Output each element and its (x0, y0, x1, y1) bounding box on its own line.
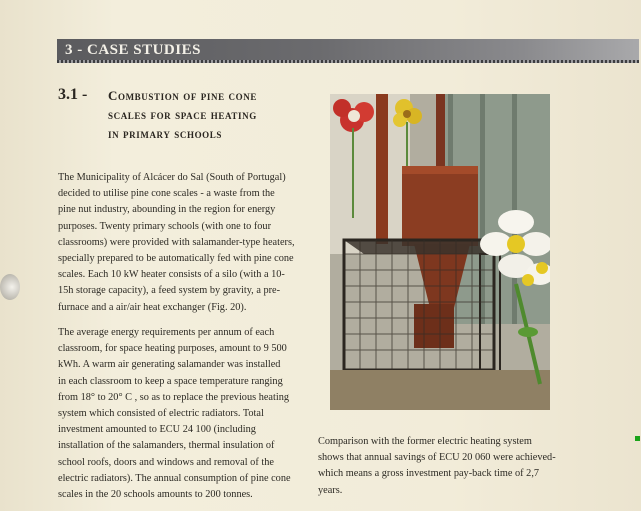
text-line: scales in the 20 schools amounts to 200 tonnes. (58, 489, 253, 501)
text-line: scales. Each 10 kW heater consists of a silo (with a 10- (58, 269, 285, 281)
section-title-line: scales for space heating (108, 107, 257, 122)
section-number: 3.1 - (58, 86, 88, 103)
section-title (108, 86, 308, 143)
text-line: decided to utilise pine cone scales - a waste from the (58, 188, 275, 200)
text-line: investment amounted to ECU 24 100 (including (58, 424, 256, 436)
heater-photo (330, 94, 550, 410)
text-line: The Municipality of Alcácer do Sal (South of Portugal) (58, 172, 286, 183)
text-line: classroom, for space heating purposes, amount to 9 500 (58, 343, 287, 355)
text-line: years. (318, 484, 343, 496)
section-title-line: Combustion of pine cone (108, 88, 257, 103)
text-line: shows that annual savings of ECU 20 060 were achieved- (318, 452, 556, 464)
text-line: which means a gross investment pay-back time of 2,7 (318, 468, 540, 480)
text-line: installation of the salamanders, thermal insulation of (58, 440, 275, 452)
text-line: purposes. Twenty primary schools (with one to four (58, 220, 272, 232)
text-line: kWh. A warm air generating salamander was installed (58, 359, 281, 371)
text-line: classrooms) were provided with salamander-type heaters, (58, 236, 295, 248)
text-line: system which consisted of electric radiators. Total (58, 408, 264, 420)
text-line: pine nut industry, abounding in the region for energy (58, 204, 276, 216)
text-line: school roofs, doors and windows and removal of the (58, 456, 274, 468)
text-line: in each classroom to keep a space temperature ranging (58, 375, 283, 387)
text-line: specially prepared to be automatically fed with pine cone (58, 253, 294, 265)
chapter-title: 3 - CASE STUDIES (65, 42, 201, 58)
text-line: from 18° to 20° C , so as to replace the previous heating (58, 391, 289, 403)
binding-hole (0, 274, 20, 300)
section-header-bar (57, 39, 639, 63)
text-line: furnace and a air/air heat exchanger (Fig. 20). (58, 301, 247, 313)
text-line: electric radiators). The annual consumption of pine cone (58, 472, 291, 484)
text-line: Comparison with the former electric heating system (318, 436, 532, 447)
text-line: 15h storage capacity), a feed system by gravity, a pre- (58, 285, 281, 297)
section-title-line: in primary schools (108, 126, 222, 141)
scan-marker (635, 436, 640, 441)
paragraph-energy (58, 325, 291, 503)
photo-illustration (330, 94, 550, 410)
text-line: The average energy requirements per annum of each (58, 327, 275, 338)
paragraph-savings (318, 434, 556, 499)
paragraph-intro (58, 170, 295, 316)
